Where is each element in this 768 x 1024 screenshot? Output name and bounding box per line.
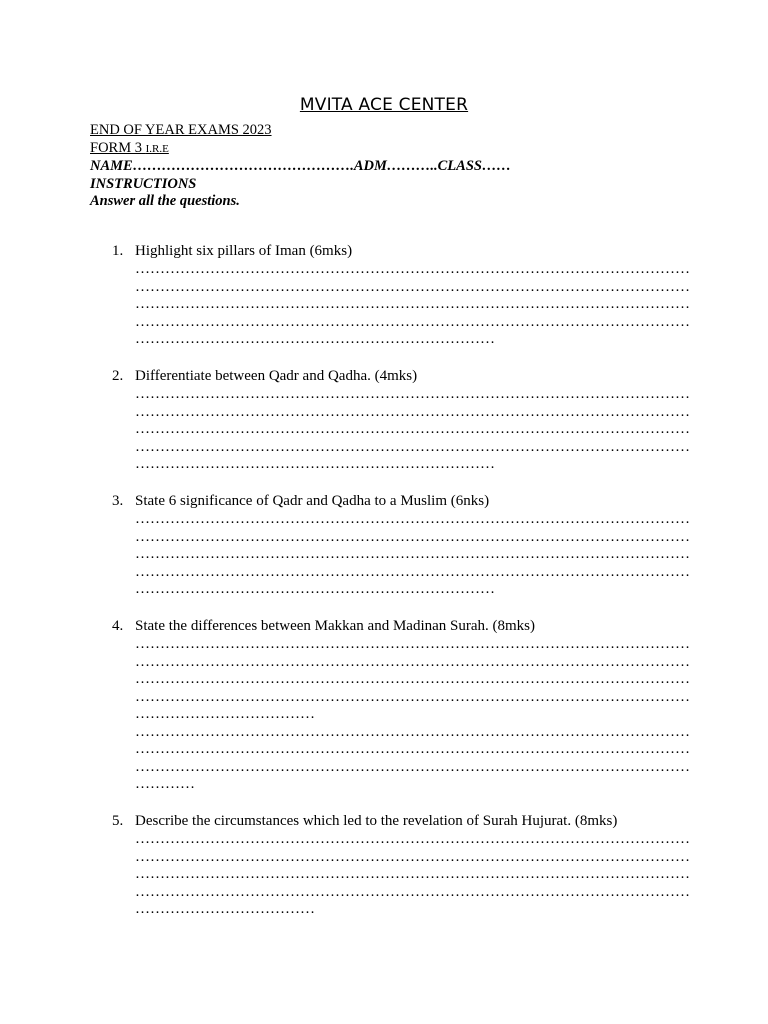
answer-line: ………………………………………………………………………………………………… (135, 866, 690, 882)
form-label: FORM 3 (90, 139, 142, 156)
answer-line: ………………………………………………………………………………………………… (135, 278, 690, 295)
question-text: Highlight six pillars of Iman (6mks) (135, 243, 353, 259)
answer-line: ……………………………………………………………… (135, 331, 495, 347)
answer-line: ………………………………………………………………………………………………… (135, 528, 690, 545)
answer-line: ………………………………………………………………………………………………… (135, 546, 690, 562)
question-number: 4. (112, 618, 124, 634)
answer-line: ………………………………………………………………………………………………… (135, 261, 690, 277)
answer-line: ………………………………………………………………………………………………… (135, 883, 690, 900)
name-adm-class-line: NAME……………………………………….ADM………..CLASS…… (90, 158, 511, 174)
answer-line: ………………………………………………………………………………………………… (135, 313, 690, 330)
question-number: 3. (112, 493, 124, 509)
page-title: MVITA ACE CENTER (299, 95, 469, 115)
answer-line: ………………………………………………………………………………………………… (135, 511, 690, 527)
question-number: 2. (112, 368, 124, 384)
answer-line: ………………………………………………………………………………………………… (135, 386, 690, 402)
answer-line: ………………………………………………………………………………………………… (135, 758, 690, 775)
question-2 (112, 367, 692, 474)
answer-line: ………………………………………………………………………………………………… (135, 741, 690, 757)
answer-line: ………………………………………………………………………………………………… (135, 421, 690, 437)
instructions-text: Answer all the questions. (90, 193, 240, 209)
question-3 (112, 492, 692, 599)
instructions-heading: INSTRUCTIONS (90, 175, 197, 192)
exam-title: END OF YEAR EXAMS 2023 (90, 122, 272, 138)
question-5 (112, 812, 692, 919)
question-text: Differentiate between Qadr and Qadha. (4mks) (135, 368, 418, 384)
form-subject: I.R.E (145, 142, 169, 155)
answer-line: ………………………………………………………………………………………………… (135, 403, 690, 420)
answer-line: ………………………………………………………………………………………………… (135, 636, 690, 652)
answer-line: ………………………………………………………………………………………………… (135, 671, 690, 687)
question-1 (112, 242, 692, 349)
answer-line: ………………………………………………………………………………………………… (135, 848, 690, 865)
answer-line: ………………………………………………………………………………………………… (135, 438, 690, 455)
answer-line: ……………………………… (135, 901, 315, 917)
answer-line: ……………………………………………………………… (135, 456, 495, 472)
answer-line: ………… (135, 776, 195, 792)
answer-line: ………………………………………………………………………………………………… (135, 296, 690, 312)
answer-line: ………………………………………………………………………………………………… (135, 831, 690, 847)
question-number: 1. (112, 243, 124, 259)
answer-line: ………………………………………………………………………………………………… (135, 723, 690, 740)
question-4 (112, 617, 692, 794)
answer-line: ……………………………… (135, 706, 315, 722)
exam-header (90, 122, 511, 211)
question-text: State the differences between Makkan and Madinan Surah. (8mks) (135, 618, 536, 634)
question-number: 5. (112, 813, 124, 829)
answer-line: ………………………………………………………………………………………………… (135, 688, 690, 705)
answer-line: ………………………………………………………………………………………………… (135, 653, 690, 670)
question-text: Describe the circumstances which led to the revelation of Surah Hujurat. (8mks) (135, 813, 618, 829)
question-text: State 6 significance of Qadr and Qadha to a Muslim (6nks) (135, 493, 490, 509)
form-line (90, 140, 511, 159)
answer-line: ………………………………………………………………………………………………… (135, 563, 690, 580)
answer-line: ……………………………………………………………… (135, 581, 495, 597)
